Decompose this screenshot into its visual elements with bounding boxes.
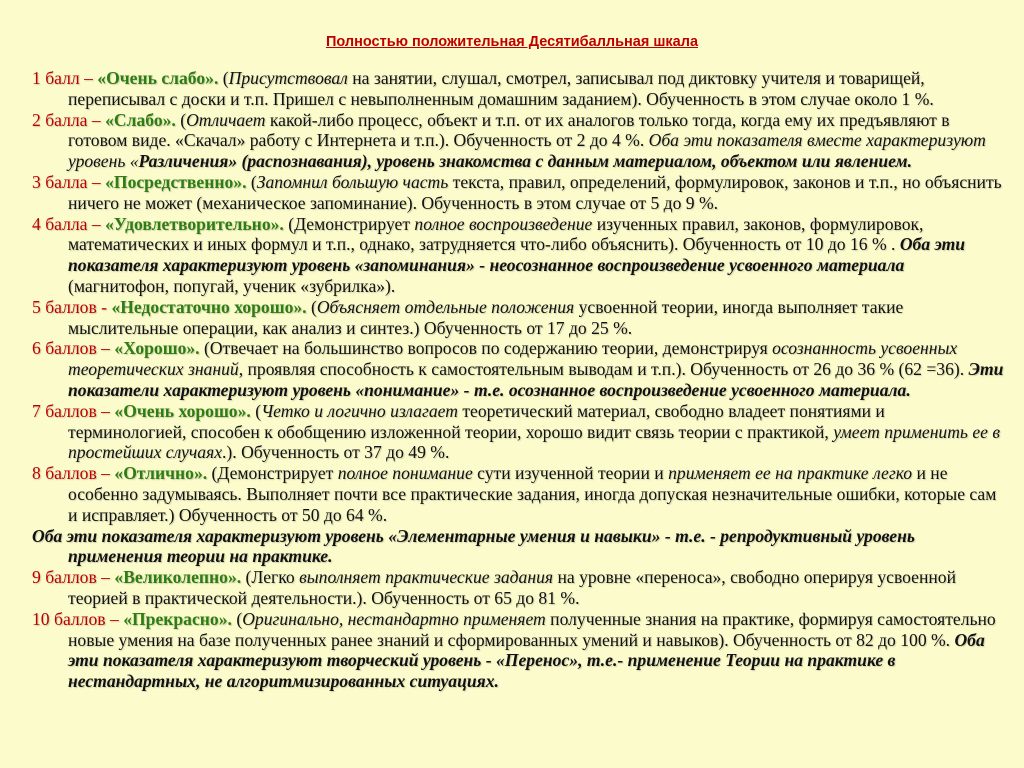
italic-fragment: осознанность усвоенных теоретических знаний [68,338,958,380]
grade-label: «Недостаточно хорошо». [111,296,307,317]
text-fragment: изученных правил, законов, формулировок, математических и иных формул и т.п., однако, затрудняется что-либо объяснить). Обученность от 10 до 16 % . [68,213,924,255]
text-fragment: , проявляя способность к самостоятельным выводам и т.п.). Обученность от 26 до 36 % (62 =36). [238,359,969,380]
list-item-score-4 [32,214,1006,297]
text-fragment: полученные знания на практике, формируя самостоятельно новые умения на базе полученных ранее знаний и сформированных умений и навыков). Обученность от 82 до 100 %. [68,608,996,650]
list-item-score-6 [32,338,1006,400]
score-label: 1 балл – [32,68,93,88]
score-label: 3 балла – [32,171,101,192]
italic-fragment: полное понимание [337,463,473,484]
italic-fragment: Отличает [186,109,266,130]
grade-label: «Хорошо». [114,338,200,359]
italic-fragment: Оригинально, нестандартно применяет [242,608,546,629]
grade-label: «Отлично». [114,463,208,484]
list-item-score-2 [32,110,1006,172]
text-fragment: (Демонстрирует [207,463,338,484]
italic-fragment: Четко и логично излагает [261,400,458,421]
list-item-score-9 [32,567,1006,609]
list-item-score-3 [32,172,1006,214]
list-item-score-1 [32,68,1006,110]
level-summary: Различения» (распознавания), уровень знакомства с данным материалом, объектом или явлением. [138,151,912,172]
text-fragment: на уровне «переноса», свободно оперируя усвоенной теорией в практической деятельности.). Обученность от 65 до 81 %. [68,567,956,608]
text-fragment: на занятии, слушал, смотрел, записывал под диктовку учителя и товарищей, переписывал с доски и т.п. Пришел с невыполненным домашним заданием). Обученность в этом случае около 1 %. [68,68,934,109]
scale-list [32,68,1006,692]
italic-fragment: умеет применить ее в простейших случаях [68,421,1000,463]
text-fragment: усвоенной теории, иногда выполняет такие мыслительные операции, как анализ и синтез.) Обученность от 17 до 25 %. [68,296,904,338]
text-fragment: (Легко [241,567,300,588]
text-fragment: ( [250,400,262,421]
grade-label: «Посредственно». [105,171,247,192]
text-fragment: ( [246,171,257,192]
level-summary-paragraph [32,526,1006,568]
score-label: 9 баллов – [32,567,110,588]
score-label: 8 баллов – [32,463,110,484]
text-fragment: ( [306,296,317,317]
score-label: 6 баллов – [32,338,110,359]
text-fragment: ( [231,608,243,629]
text-fragment: какой-либо процесс, объект и т.п. от их аналогов только тогда, когда ему их предъявляют в готовом виде. «Скачал» работу с Интернета и т.п.). Обученность от 2 до 4 %. [68,109,950,151]
level-summary: Оба эти показателя характеризуют творческий уровень - «Перенос», т.е.- применение Теории на практике в нестандартных, не алгоритмизированных ситуациях. [68,629,985,692]
italic-fragment: Оба эти показателя вместе характеризуют уровень « [68,130,986,172]
score-label: 7 баллов – [32,400,110,421]
italic-fragment: Запомнил большую часть [256,171,449,192]
text-fragment: текста, правил, определений, формулировок, законов и т.п., но объяснить ничего не может (механическое запоминание). Обученность в этом случае от 5 до 9 %. [68,171,1002,213]
list-item-score-10 [32,609,1006,692]
italic-fragment: Присутствовал [228,68,348,88]
page-title: Полностью положительная Десятибалльная шкала [325,34,699,50]
grade-label: «Прекрасно». [123,608,232,629]
grade-label: «Очень хорошо». [114,400,251,421]
italic-fragment: выполняет практические задания [299,567,554,588]
list-item-score-7 [32,401,1006,463]
text-fragment: сути изученной теории и [472,463,669,484]
level-summary: Оба эти показателя характеризуют уровень «Элементарные умения и навыки» - т.е. - репродуктивный уровень применения теории на практике. [32,525,915,567]
text-fragment: .). Обученность от 37 до 49 %. [222,442,450,463]
text-fragment: (Отвечает на большинство вопросов по содержанию теории, демонстрируя [199,338,773,359]
score-label: 2 балла – [32,109,101,130]
italic-fragment: применяет ее на практике легко [668,463,913,484]
grade-label: «Великолепно». [114,567,242,588]
list-item-score-5 [32,297,1006,339]
text-fragment: ( [175,109,187,130]
grade-label: «Очень слабо». [97,68,219,88]
grade-label: «Слабо». [105,109,176,130]
score-label: 10 баллов – [32,608,119,629]
level-summary: Оба эти показателя характеризуют уровень «запоминания» - неосознанное воспроизведение усвоенного материала [68,234,966,276]
italic-fragment: Объясняет отдельные положения [316,296,575,317]
text-fragment: теоретический материал, свободно владеет понятиями и терминологией, способен к обобщению изложенной теории, хорошо видит связь теории с практикой, [68,400,885,442]
grade-label: «Удовлетворительно». [105,213,284,234]
level-summary: Эти показатели характеризуют уровень «понимание» - т.е. осознанное воспроизведение усвоенного материала. [68,359,1004,400]
score-label: 5 баллов - [32,296,108,317]
text-fragment: (Демонстрирует [283,213,415,234]
text-fragment: и не особенно задумываясь. Выполняет почти все практические задания, иногда допуская незначительные ошибки, которые сам и исправляет.) Обученность от 50 до 64 %. [68,463,997,525]
text-fragment: ( [218,68,229,88]
text-fragment: (магнитофон, попугай, ученик «зубрилка»). [68,275,396,296]
italic-fragment: полное воспроизведение [414,213,593,234]
list-item-score-8 [32,463,1006,525]
score-label: 4 балла – [32,213,101,234]
